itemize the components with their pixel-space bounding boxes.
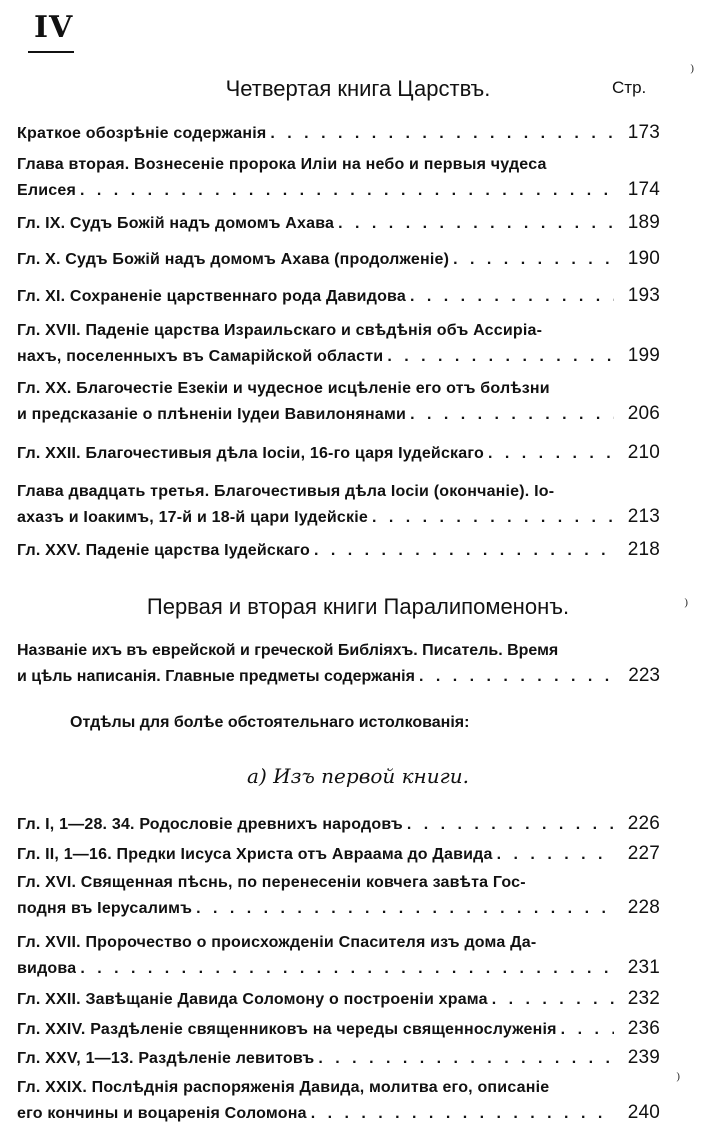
toc-entry-text: Глава двадцать третья. Благочестивыя дѣла Іосіи (окончаніе). Іо- — [17, 483, 555, 500]
toc-entry-text: ахазъ и Іоакимъ, 17-й и 18-й цари Іудейскіе — [17, 509, 368, 526]
toc-entry-page: 174 — [627, 179, 660, 200]
leader-dots — [488, 987, 614, 1012]
leader-dots — [266, 121, 614, 146]
toc-entry-text: Гл. X. Судъ Божій надъ домомъ Ахава (продолженіе) — [17, 251, 450, 268]
page-column-label: Стр. — [612, 78, 647, 97]
toc-entry[interactable] — [17, 841, 660, 867]
toc-entry-page: 213 — [627, 506, 660, 527]
toc-entry[interactable] — [17, 479, 660, 530]
leader-dots — [76, 956, 614, 981]
toc-entry[interactable] — [17, 537, 660, 563]
toc-entry-text: Гл. XXV. Паденіе царства Іудейскаго — [17, 542, 310, 559]
toc-entry-page: 193 — [627, 285, 660, 306]
leader-dots — [310, 538, 614, 563]
toc-entry-text: Гл. XXII. Завѣщаніе Давида Соломону о построеніи храма — [17, 991, 488, 1008]
toc-entry-page: 240 — [627, 1102, 660, 1123]
toc-entry-page: 227 — [627, 843, 660, 864]
toc-entry-text: Гл. XX. Благочестіе Езекіи и чудесное исцѣленіе его отъ болѣзни — [17, 380, 550, 397]
toc-entry-page: 210 — [627, 442, 660, 463]
toc-entry-text: Гл. XVII. Паденіе царства Израильскаго и свѣдѣнія объ Ассиріа- — [17, 322, 543, 339]
margin-mark: ⁾ — [690, 62, 695, 83]
toc-entry-page: 232 — [627, 988, 660, 1009]
toc-entry-page: 226 — [627, 813, 660, 834]
leader-dots — [557, 1017, 614, 1042]
toc-entry[interactable] — [17, 120, 660, 146]
toc-entry[interactable] — [17, 986, 660, 1012]
toc-entry-text: Гл. XVII. Пророчество о происхожденіи Спасителя изъ дома Да- — [17, 934, 537, 951]
leader-dots — [406, 284, 614, 309]
toc-entry-text: его кончины и воцаренія Соломона — [17, 1105, 307, 1122]
toc-entry-page: 199 — [627, 345, 660, 366]
toc-entry[interactable] — [17, 210, 660, 236]
toc-entry[interactable] — [17, 246, 660, 272]
leader-dots — [406, 402, 614, 427]
toc-entry-page: 206 — [627, 403, 660, 424]
section2-intro — [17, 638, 660, 689]
page-number: IV — [34, 10, 74, 45]
toc-entry-text: Гл. XXIX. Послѣднія распоряженія Давида, молитва его, описаніе — [17, 1079, 550, 1096]
toc-entry-page: 218 — [627, 539, 660, 560]
toc-entry[interactable] — [17, 152, 660, 203]
leader-dots — [314, 1046, 614, 1071]
toc-entry[interactable] — [17, 811, 660, 837]
toc-entry-text: видова — [17, 960, 77, 977]
toc-entry-text: Гл. IX. Судъ Божій надъ домомъ Ахава — [17, 215, 335, 232]
leader-dots — [334, 211, 614, 236]
toc-entry-page: 236 — [627, 1018, 660, 1039]
toc-entry-page: 173 — [627, 122, 660, 143]
toc-entry-text: Гл. XI. Сохраненіе царственнаго рода Давидова — [17, 288, 406, 305]
leader-dots — [368, 505, 614, 530]
toc-entry[interactable] — [17, 376, 660, 427]
toc-entry-text: Краткое обозрѣніе содержанія — [17, 125, 267, 142]
toc-entry[interactable] — [17, 283, 660, 309]
toc-entry-text: Гл. XXIV. Раздѣленіе священниковъ на череды священнослуженія — [17, 1021, 557, 1038]
toc-entry[interactable] — [17, 1075, 660, 1126]
toc-entry[interactable] — [17, 1016, 660, 1042]
toc-entry-text: Елисея — [17, 182, 77, 199]
section2-title: Первая и вторая книги Паралипоменонъ. — [146, 594, 570, 619]
toc-entry-page: 228 — [627, 897, 660, 918]
toc-entry-page: 231 — [627, 957, 660, 978]
margin-mark: ⁾ — [684, 596, 689, 617]
toc-entry-text: Гл. II, 1—16. Предки Іисуса Христа отъ Авраама до Давида — [17, 846, 493, 863]
toc-entry[interactable] — [17, 930, 660, 981]
toc-entry-text: Гл. XXV, 1—13. Раздѣленіе левитовъ — [17, 1050, 315, 1067]
section1-title: Четвертая книга Царствъ. — [225, 76, 491, 101]
toc-entry-text: и предсказаніе о плѣненіи Іудеи Вавилонянами — [17, 406, 407, 423]
toc-entry-text: нахъ, поселенныхъ въ Самарійской области — [17, 348, 384, 365]
toc-entry[interactable] — [17, 440, 660, 466]
section2-intro-line2: и цѣль написанія. Главные предметы содержанія — [17, 668, 415, 685]
leader-dots — [383, 344, 614, 369]
toc-entry[interactable] — [17, 318, 660, 369]
toc-entry-page: 190 — [627, 248, 660, 269]
leader-dots — [192, 896, 614, 921]
leader-dots — [449, 247, 614, 272]
toc-entry-text: Глава вторая. Вознесеніе пророка Иліи на небо и первыя чудеса — [17, 156, 547, 173]
toc-entry-text: Гл. XVI. Священная пѣснь, по перенесеніи ковчега завѣта Гос- — [17, 874, 526, 891]
section2-intro-line1: Названіе ихъ въ еврейской и греческой Библіяхъ. Писатель. Время — [17, 642, 559, 659]
leader-dots — [415, 664, 614, 689]
section2-subheading: а) Изъ первой книги. — [247, 764, 469, 788]
leader-dots — [403, 812, 614, 837]
leader-dots — [493, 842, 614, 867]
toc-entry[interactable] — [17, 1045, 660, 1071]
toc-entry-text: Гл. I, 1—28. 34. Родословіе древнихъ народовъ — [17, 816, 403, 833]
toc-entry-text: Гл. XXII. Благочестивыя дѣла Іосіи, 16-го царя Іудейскаго — [17, 445, 484, 462]
leader-dots — [76, 178, 614, 203]
page-number-underline — [28, 51, 74, 53]
section2-note: Отдѣлы для болѣе обстоятельнаго истолкованія: — [70, 714, 470, 731]
toc-entry-page: 239 — [627, 1047, 660, 1068]
section2-intro-page: 223 — [628, 665, 660, 686]
toc-entry-text: подня въ Іерусалимъ — [17, 900, 193, 917]
leader-dots — [307, 1101, 614, 1126]
toc-entry-page: 189 — [627, 212, 660, 233]
margin-mark: ⁾ — [676, 1070, 681, 1091]
leader-dots — [484, 441, 614, 466]
toc-entry[interactable] — [17, 870, 660, 921]
